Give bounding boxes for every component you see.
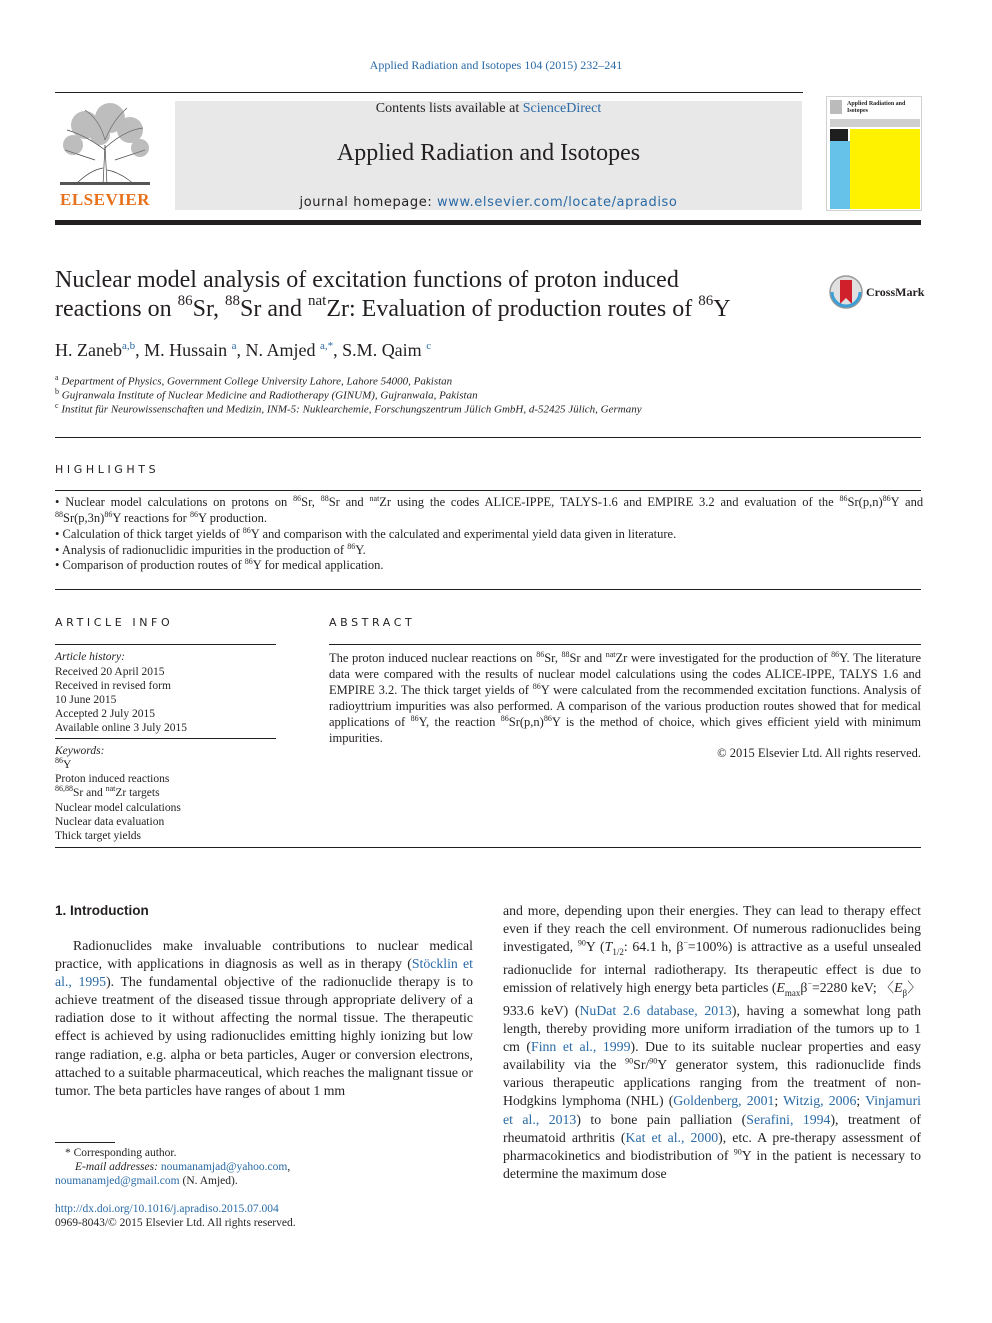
mass-number: 86: [104, 509, 113, 519]
abs-text: .: [846, 651, 850, 665]
intro-paragraph-right: [503, 902, 921, 1183]
subscript: 1/2: [612, 946, 624, 957]
keyword: [55, 786, 275, 800]
body-text: : 64.1 h, β: [623, 939, 684, 955]
abs-text: Sr,: [544, 651, 558, 665]
mass-number: 90: [625, 1056, 634, 1066]
hl-text: reactions for: [124, 511, 187, 525]
abs-text: the reaction: [434, 715, 496, 729]
title-text: reactions on: [55, 296, 172, 322]
bullet: •: [55, 543, 60, 557]
body-text: Y in the patient is necessary to determine the maximum dose: [503, 1147, 921, 1181]
abs-text: Y: [418, 715, 426, 729]
author-separator: ,: [333, 340, 338, 360]
highlights-bottom-rule: [55, 589, 921, 590]
author-affiliation-mark[interactable]: a,*: [320, 340, 334, 352]
superscript: −: [807, 979, 812, 989]
header-thick-rule: [55, 220, 921, 225]
copyright-notice: © 2015 Elsevier Ltd. All rights reserved.: [717, 746, 921, 760]
sciencedirect-link[interactable]: ScienceDirect: [522, 101, 602, 116]
body-text: =2280 keV; 〈: [811, 980, 895, 996]
mass-number: 86: [189, 509, 198, 519]
hl-text: Zr: [379, 495, 392, 509]
keyword: Nuclear data evaluation: [55, 816, 165, 828]
title-text: Sr,: [192, 296, 220, 322]
affiliation: [55, 401, 642, 416]
mass-number: 86: [831, 649, 840, 659]
title-line-1: Nuclear model analysis of excitation functions of proton induced: [55, 267, 679, 293]
hl-text: Calculation of thick target yields of: [62, 527, 240, 541]
keyword: Thick target yields: [55, 830, 142, 842]
header-top-rule: [55, 92, 803, 93]
title-text: Zr: Evaluation of production routes of: [326, 296, 693, 322]
homepage-link[interactable]: www.elsevier.com/locate/apradiso: [437, 195, 678, 210]
title-mass-number: 86: [698, 293, 714, 309]
mass-number: nat: [605, 649, 616, 659]
hl-text: .: [362, 543, 366, 557]
hl-text: Sr(p,3n): [63, 511, 105, 525]
email-line: [75, 1160, 290, 1175]
mass-number: 86: [500, 713, 509, 723]
mass-number: 86: [882, 493, 891, 503]
author-name[interactable]: N. Amjed: [245, 340, 316, 360]
citation-link[interactable]: Serafini, 1994: [746, 1111, 831, 1127]
intro-paragraph-left: [55, 937, 473, 1100]
bullet: •: [55, 558, 60, 572]
abs-text: Sr(p,n): [508, 715, 544, 729]
kw-text: Sr and: [73, 787, 103, 799]
history-line: 10 June 2015: [55, 694, 117, 706]
hl-text: Y: [890, 495, 900, 509]
citation-link[interactable]: NuDat 2.6 database, 2013: [579, 1002, 732, 1018]
cover-yellow-block: [850, 129, 920, 209]
hl-text: production.: [209, 511, 267, 525]
fn-text: (N. Amjed).: [182, 1175, 238, 1187]
mass-number: 86: [543, 713, 552, 723]
body-text: Y (: [585, 939, 605, 955]
email-link[interactable]: noumanamjed@gmail.com: [55, 1175, 180, 1187]
subscript: max: [784, 987, 801, 998]
footnote-rule: [55, 1142, 115, 1143]
body-text: Sr/: [633, 1057, 650, 1073]
body-text: E: [776, 980, 785, 996]
article-title: [55, 266, 825, 324]
cover-title: Applied Radiation and Isotopes: [847, 101, 906, 114]
hl-text: Y: [252, 558, 262, 572]
history-line: Received in revised form: [55, 680, 171, 692]
mass-number: nat: [105, 784, 116, 794]
hl-text: Nuclear model calculations on protons on: [65, 495, 288, 509]
hl-text: using the codes ALICE-IPPE, TALYS-1.6 and EMPIRE 3.2 and evaluation of the: [396, 495, 834, 509]
abs-text: were calculated from the recommended excitation functions. Analysis of radioyttrium impurities was also performed. A comparison of the various production routes showed that for medical applications of: [329, 683, 921, 729]
abstract-rule: [329, 644, 921, 645]
abs-text: The proton induced nuclear reactions on: [329, 651, 533, 665]
title-mass-number: 88: [225, 293, 241, 309]
highlights-top-rule: [55, 490, 921, 491]
email-link[interactable]: noumanamjad@yahoo.com: [160, 1161, 288, 1173]
highlights-label: HIGHLIGHTS: [55, 463, 160, 476]
issn-line: 0969-8043/© 2015 Elsevier Ltd. All rights reserved.: [55, 1217, 296, 1229]
keyword: Proton induced reactions: [55, 773, 170, 785]
abs-text: The literature data were compared with the results of nuclear model calculations using the codes ALICE-IPPE, TALYS 1.6 and EMPIRE 3.2. The thick target yields of: [329, 651, 922, 697]
journal-title[interactable]: Applied Radiation and Isotopes: [336, 140, 641, 166]
article-info-rule: [55, 644, 276, 645]
mass-number: 86: [244, 556, 253, 566]
author-separator: ,: [135, 340, 140, 360]
info-bottom-rule: [55, 847, 921, 848]
doi-link[interactable]: http://dx.doi.org/10.1016/j.apradiso.2015.07.004: [55, 1203, 279, 1215]
body-text: 〉933.6 keV) (: [503, 980, 921, 1018]
author-name[interactable]: M. Hussain: [144, 340, 228, 360]
hl-text: and comparison with the calculated and experimental yield data given in literature.: [262, 527, 677, 541]
mass-number: 86: [410, 713, 419, 723]
mass-number: 90: [649, 1056, 658, 1066]
abs-text: Sr and: [569, 651, 603, 665]
body-text: β: [800, 980, 808, 996]
journal-cover[interactable]: [826, 96, 922, 211]
cover-logo: [830, 100, 842, 114]
elsevier-logo[interactable]: [55, 100, 155, 210]
affiliation: [55, 387, 478, 402]
author-affiliation-mark[interactable]: c: [426, 340, 432, 352]
title-text: Sr and: [240, 296, 303, 322]
affiliation-text: Gujranwala Institute of Nuclear Medicine and Radiotherapy (GINUM), Gujranwala, Pakistan: [61, 389, 478, 402]
bullet: •: [55, 527, 60, 541]
journal-reference[interactable]: Applied Radiation and Isotopes 104 (2015) 232–241: [369, 58, 623, 72]
abs-text: Y: [839, 651, 847, 665]
citation-link[interactable]: Vinjamuri et al., 2013: [503, 1093, 922, 1127]
affiliation-text: Institut für Neurowissenschaften und Medizin, INM-5: Nuklearchemie, Forschungszentrum Jülich GmbH, d-52425 Jülich, Germany: [61, 403, 642, 416]
contents-line: [175, 101, 802, 117]
mass-number: 86: [839, 493, 848, 503]
crossmark-icon: [828, 274, 864, 310]
body-text: T: [604, 939, 613, 955]
mass-number: 90: [733, 1147, 742, 1157]
abs-text: Zr: [615, 651, 628, 665]
crossmark-label: CrossMark: [866, 285, 925, 299]
fn-text: ,: [287, 1161, 291, 1173]
body-text: E: [894, 980, 903, 996]
mass-number: 88: [55, 509, 63, 519]
author-name[interactable]: S.M. Qaim: [342, 340, 422, 360]
highlight-item: [55, 542, 923, 558]
author-affiliation-mark[interactable]: a: [231, 340, 237, 352]
hl-text: Y: [112, 511, 121, 525]
body-text: ;: [774, 1093, 779, 1109]
body-text: ;: [856, 1093, 861, 1109]
author-separator: ,: [236, 340, 242, 360]
history-label: Article history:: [55, 651, 125, 663]
author-list: [55, 340, 431, 361]
body-text: Radionuclides make invaluable contributions to nuclear medical practice, with applications in diagnosis as well as in therapy (: [55, 938, 473, 972]
body-text: ). Due to its suitable nuclear properties and easy availability via the: [503, 1039, 921, 1073]
contents-prefix: Contents lists available at: [375, 101, 520, 116]
mass-number: 86: [55, 756, 63, 766]
mass-number: 86: [536, 649, 545, 659]
mass-number: 88: [561, 649, 570, 659]
cover-dark-block: [830, 129, 848, 141]
citation-link[interactable]: Kat et al., 2000: [625, 1129, 719, 1145]
citation-link[interactable]: Goldenberg, 2001: [673, 1093, 775, 1109]
hl-text: and: [905, 495, 924, 509]
citation-link[interactable]: Finn et al., 1999: [531, 1039, 631, 1055]
elsevier-wordmark: ELSEVIER: [60, 190, 150, 209]
keyword: [55, 758, 275, 772]
history-line: Accepted 2 July 2015: [55, 708, 155, 720]
affiliation-mark: c: [55, 401, 59, 410]
hl-text: Comparison of production routes of: [62, 558, 242, 572]
abstract-text: [329, 650, 921, 746]
citation-link[interactable]: Witzig, 2006: [783, 1093, 857, 1109]
body-text: ), having a somewhat long path length, thereby providing more uniform irradiation of the tumors up to 1 cm (: [503, 1002, 921, 1055]
highlight-item: [55, 526, 923, 542]
abs-text: Y: [551, 715, 561, 729]
hl-text: Sr and: [328, 495, 364, 509]
affiliation-mark: b: [55, 387, 59, 396]
abs-text: ,: [426, 715, 430, 729]
superscript: −: [683, 938, 688, 948]
corresponding-author-note: * Corresponding author.: [65, 1147, 177, 1159]
hl-text: Y: [197, 511, 207, 525]
cover-strip: [830, 119, 920, 127]
crossmark-badge[interactable]: [828, 274, 928, 310]
abstract-label: ABSTRACT: [329, 616, 416, 629]
section-divider: [55, 437, 921, 438]
highlight-item: [55, 494, 923, 526]
title-mass-number: nat: [308, 293, 327, 309]
hl-text: Y: [355, 543, 363, 557]
section-heading: 1. Introduction: [55, 903, 149, 918]
body-text: ), etc. A pre-therapy assessment of pharmacokinetics and biodistribution of: [503, 1129, 921, 1163]
mass-number: 86: [293, 493, 302, 503]
author-name[interactable]: H. Zaneb: [55, 340, 122, 360]
article-info-label: ARTICLE INFO: [55, 616, 174, 629]
body-text: =100%) is attractive as a useful unsealed radionuclide for internal radiotherapy. Its therapeutic effect is due to emission of relatively high energy beta particles (: [503, 939, 921, 996]
hl-text: Sr,: [301, 495, 315, 509]
affiliation-mark: a: [55, 373, 59, 382]
mass-number: 86,88: [55, 784, 73, 794]
abs-text: Y: [540, 683, 550, 697]
mass-number: 86: [532, 681, 541, 691]
title-text: Y: [713, 296, 731, 322]
subscript: β: [902, 987, 908, 998]
mass-number: 90: [577, 938, 586, 948]
keywords-rule: [55, 738, 276, 739]
hl-text: for medical application.: [264, 558, 384, 572]
mass-number: nat: [369, 493, 380, 503]
bullet: •: [55, 495, 60, 509]
homepage-label: journal homepage:: [299, 195, 433, 210]
hl-text: Sr(p,n): [847, 495, 883, 509]
body-text: and more, depending upon their energies. They can lead to therapy effect even if they reach the cell environment. Of numerous radionuclides being investigated,: [503, 903, 921, 955]
email-line: [55, 1174, 238, 1189]
mass-number: 86: [347, 541, 356, 551]
citation-link[interactable]: Stöcklin et al., 1995: [55, 956, 473, 990]
kw-text: Zr targets: [115, 787, 160, 799]
keywords-label: Keywords:: [55, 745, 105, 757]
body-text: ), treatment of rheumatoid arthritis (: [503, 1111, 922, 1145]
body-text: ) to bone pain palliation (: [576, 1111, 747, 1127]
affiliation: [55, 373, 452, 388]
hl-text: Analysis of radionuclidic impurities in the production of: [61, 543, 345, 557]
body-text: Y generator system, this radionuclide finds various therapeutic applications ranging from the treatment of non-Hodgkins lymphoma (NHL) (: [503, 1057, 922, 1109]
kw-text: Y: [63, 759, 72, 771]
abs-text: were investigated for the production of: [630, 651, 828, 665]
hl-text: Y: [250, 527, 260, 541]
highlight-item: [55, 557, 923, 573]
keyword: Nuclear model calculations: [55, 802, 181, 814]
abs-text: is the method of choice, which gives efficient yield with minimum impurities.: [329, 715, 921, 745]
email-label: E-mail addresses:: [75, 1161, 158, 1173]
mass-number: 88: [320, 493, 329, 503]
author-affiliation-mark[interactable]: a,b: [121, 340, 136, 352]
title-mass-number: 86: [177, 293, 193, 309]
mass-number: 86: [242, 525, 251, 535]
cover-blue-block: [830, 141, 850, 209]
affiliation-text: Department of Physics, Government College University Lahore, Lahore 54000, Pakistan: [61, 375, 453, 388]
body-text: ). The fundamental objective of the radionuclide therapy is to achieve treatment of the diseased tissue through appropriate delivery of a radiation dose to it without affecting the normal tissue. The therapeutic effect is achieved by using radionuclides emitting highly ionizing but low range radiation, e.g. alpha or beta particles, Auger or conversion electrons, attached to a suitable pharmaceutical, which reaches the malignant tissue or tumor. The beta particles have ranges of about 1 mm: [55, 974, 474, 1098]
journal-homepage: [175, 195, 802, 210]
history-line: Available online 3 July 2015: [55, 722, 188, 734]
history-line: Received 20 April 2015: [55, 666, 165, 678]
